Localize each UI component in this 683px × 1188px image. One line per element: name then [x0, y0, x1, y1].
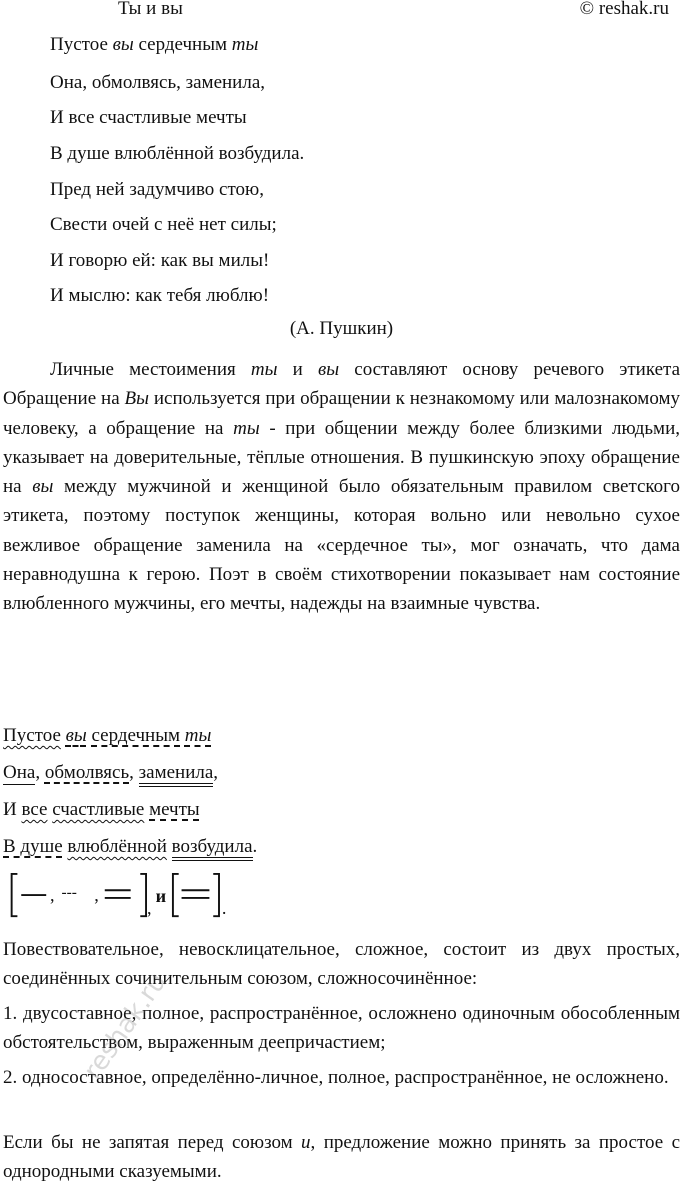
object-word: вы — [65, 725, 87, 746]
italic-word: вы — [317, 359, 340, 380]
poem-line-5: Пред ней задумчиво стою, — [50, 179, 264, 200]
page-title: Ты и вы — [118, 0, 183, 19]
commentary-text: составляют основу речевого этикета Обращение на — [3, 359, 681, 410]
parse-text: Если бы не запятая перед союзом — [3, 1132, 302, 1153]
site-label: © reshak.ru — [579, 0, 669, 19]
poem-line-3: И все счастливые мечты — [50, 107, 247, 128]
circumstance-word: В душе — [3, 836, 63, 857]
poem-line-2: Она, обмолвясь, заменила, — [50, 72, 266, 93]
attribute-word: влюблённой — [67, 836, 167, 857]
scheme-comma: , — [50, 884, 55, 905]
bracket-close-icon — [213, 874, 219, 916]
attribute-word: все — [21, 799, 48, 820]
watermark: reshak.ru — [78, 967, 173, 1086]
scheme-dot: . — [221, 898, 227, 919]
poem-line-8: И мыслю: как тебя люблю! — [50, 285, 270, 306]
punct: , — [213, 762, 219, 783]
space — [167, 836, 172, 857]
commentary-text: между мужчиной и женщиной было обязательным правилом светского этикета, поэтому поступок женщины, которая вольно или невольно сухое вежливое обращение заменила на «сердечное ты», мог означать, что дама неравнодушна к герою. Поэт в своём стихотворении показывает нам состояние влюбленного мужчины, его мечты, надежды на взаимные чувства. — [3, 476, 680, 615]
poem-text: сердечным — [133, 34, 232, 55]
bracket-close-icon — [140, 874, 146, 916]
italic-word: и — [301, 1132, 311, 1153]
scheme-circumstance: --- — [61, 883, 77, 901]
punct: , — [129, 762, 139, 783]
commentary-text: Личные местоимения — [50, 359, 251, 380]
poem-line-4: В душе влюблённой возбудила. — [50, 143, 305, 164]
poem-text: Пустое — [50, 34, 113, 55]
analysis-line-2 — [3, 762, 218, 784]
circumstance-word: сердечным — [91, 725, 180, 746]
bracket-open-icon — [173, 874, 179, 916]
parse-paragraph-1: Повествовательное, невосклицательное, сложное, состоит из двух простых, соединённых сочинительным союзом, сложносочинённое: — [3, 939, 680, 990]
italic-word: Вы — [124, 388, 149, 410]
scheme-conjunction: и — [155, 885, 167, 906]
punct: , — [35, 762, 45, 783]
scheme-comma: , — [147, 898, 152, 919]
analysis-line-4 — [3, 836, 257, 858]
commentary-text: и — [277, 359, 318, 380]
scheme-comma: , — [94, 884, 99, 905]
punct: . — [252, 836, 258, 857]
sentence-scheme — [3, 872, 243, 920]
subject-word: Она — [3, 762, 36, 783]
parse-paragraph-3: 2. односоставное, определённо-личное, полное, распространённое, не осложнено. — [3, 1067, 669, 1088]
poem-italic-vy: вы — [112, 34, 134, 55]
predicate-word: заменила — [139, 762, 214, 787]
parse-text: , предложение можно принять за простое с однородными сказуемыми. — [3, 1132, 680, 1183]
parse-paragraph-4 — [3, 1128, 680, 1187]
attribute-word: Пустое — [3, 725, 61, 746]
poem-author: (А. Пушкин) — [289, 318, 394, 339]
commentary-paragraph — [3, 355, 680, 619]
italic-word: ты — [233, 417, 260, 439]
object-word: мечты — [149, 799, 200, 820]
commentary-text: используется при обращении к незнакомому или малознакомому человеку, а обращение на — [3, 388, 680, 439]
poem-italic-ty: ты — [231, 34, 259, 55]
conjunction-word: И — [3, 799, 17, 820]
bracket-open-icon — [12, 874, 18, 916]
parse-paragraph-2: 1. двусоставное, полное, распространённое, осложнено одиночным обособленным обстоятельством, выраженным деепричастием; — [3, 1003, 680, 1054]
object-word: ты — [184, 725, 212, 746]
commentary-text: - при общении между более близкими людьми, указывает на доверительные, тёплые отношения. В пушкинскую эпоху обращение на — [3, 417, 680, 498]
poem-line-7: И говорю ей: как вы милы! — [50, 250, 270, 271]
analysis-line-3 — [3, 799, 200, 821]
analysis-line-1 — [3, 725, 211, 747]
italic-word: ты — [250, 359, 278, 380]
italic-word: вы — [32, 476, 54, 498]
predicate-word: возбудила — [172, 836, 253, 861]
circumstance-word: обмолвясь — [44, 762, 130, 783]
poem-line-6: Свести очей с неё нет силы; — [50, 214, 277, 235]
poem-line-1 — [50, 34, 258, 56]
attribute-word: счастливые — [52, 799, 145, 820]
